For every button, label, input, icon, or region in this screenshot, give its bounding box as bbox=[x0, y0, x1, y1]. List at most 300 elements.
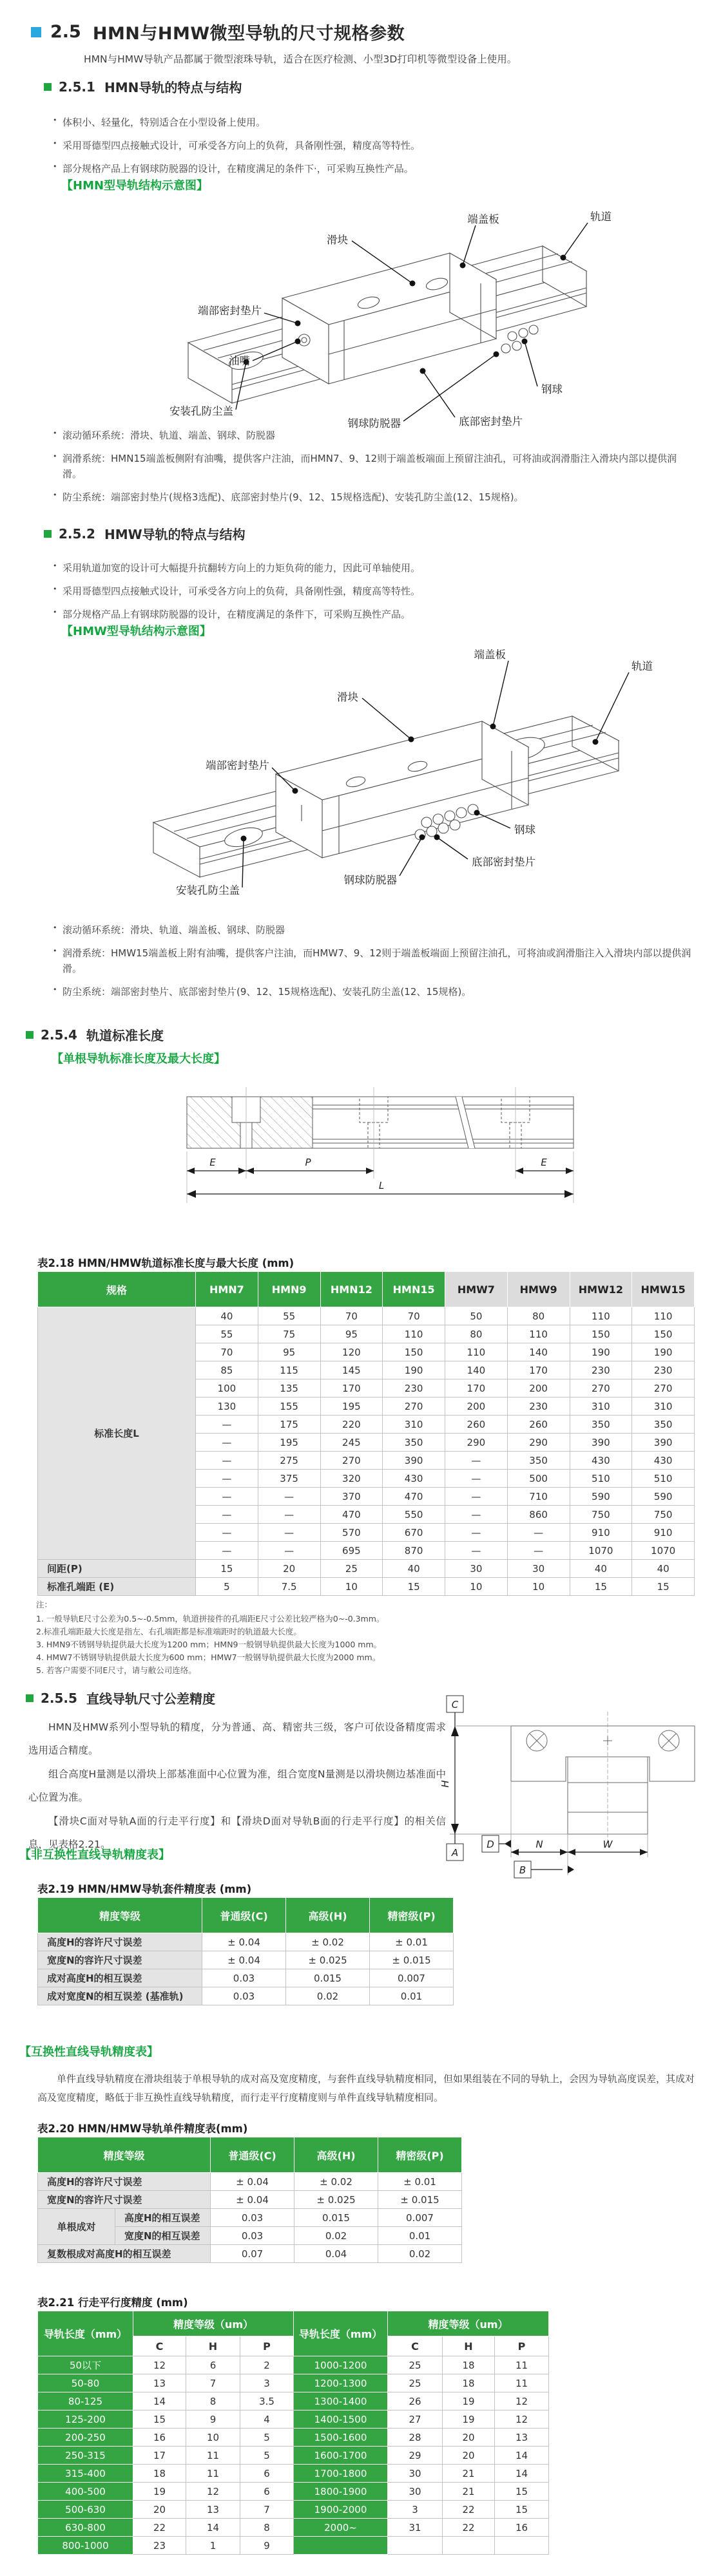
row-label: 800-1000 bbox=[38, 2537, 133, 2555]
table-cell: 55 bbox=[258, 1307, 320, 1325]
table-cell: 430 bbox=[632, 1452, 695, 1470]
interchange-paragraph: 单件直线导轨精度在滑块组装于单根导轨的成对高及宽度精度，与套件直线导轨精度相同，但如果组装在不同的导轨上，会因为导轨高度误差，其成对高及宽度精度，略低于非互换性直线导轨精度，而行走平行度精度则与单件直线导轨精度相同。 bbox=[37, 2073, 695, 2103]
table-cell: 350 bbox=[632, 1416, 695, 1434]
table-cell: 6 bbox=[186, 2356, 240, 2374]
table-cell: 8 bbox=[240, 2519, 294, 2537]
table-cell: 190 bbox=[570, 1343, 632, 1361]
diagram-label-end-seal: 端部密封垫片 bbox=[206, 759, 269, 772]
table-cell: 11 bbox=[186, 2447, 240, 2465]
row-label: 315-400 bbox=[38, 2465, 133, 2483]
table-cell: 245 bbox=[320, 1434, 383, 1452]
row-label: 1300-1400 bbox=[294, 2392, 388, 2410]
table-cell: 19 bbox=[133, 2483, 186, 2501]
col-header: 精密级(P) bbox=[370, 1898, 454, 1933]
col-header: 普通级(C) bbox=[211, 2137, 294, 2173]
green-square-icon bbox=[44, 83, 52, 91]
table-cell: 390 bbox=[570, 1434, 632, 1452]
rail-length-figure-title: 【单根导轨标准长度及最大长度】 bbox=[52, 1052, 226, 1066]
hmn-system-notes bbox=[52, 428, 696, 513]
table-cell: 13 bbox=[133, 2374, 186, 2392]
rail-length-drawing bbox=[168, 1074, 606, 1211]
row-label: 1900-2000 bbox=[294, 2501, 388, 2519]
col-header: H bbox=[186, 2336, 240, 2356]
row-label: 50以下 bbox=[38, 2356, 133, 2374]
green-square-icon bbox=[26, 1031, 34, 1039]
table-cell: 3 bbox=[240, 2374, 294, 2392]
table-cell: ± 0.015 bbox=[378, 2191, 462, 2209]
row-label bbox=[294, 2537, 388, 2555]
diagram-label-ball: 钢球 bbox=[514, 824, 535, 836]
table-cell: 23 bbox=[133, 2537, 186, 2555]
table-cell: 0.007 bbox=[378, 2209, 462, 2227]
table-cell: 30 bbox=[507, 1560, 570, 1578]
list-item: • 润滑系统：HMW15端盖板上附有油嘴，提供客户注油，而HMW7、9、12则于端盖板端面上预留注油孔，可将油或润滑脂注入入滑块内部以提供润滑。 bbox=[52, 945, 696, 976]
diagram-label-end-seal: 端部密封垫片 bbox=[198, 305, 262, 317]
dim-label-p: P bbox=[305, 1157, 311, 1168]
table-cell: 26 bbox=[388, 2392, 443, 2410]
table-cell: 17 bbox=[133, 2447, 186, 2465]
interchange-title: 【互换性直线导轨精度表】 bbox=[19, 2045, 159, 2059]
table-cell: 430 bbox=[383, 1470, 445, 1488]
table-cell: 25 bbox=[388, 2374, 443, 2392]
table-cell: — bbox=[445, 1470, 508, 1488]
table-cell: — bbox=[258, 1542, 320, 1560]
table-cell: 750 bbox=[570, 1506, 632, 1524]
dim-label-a: A bbox=[451, 1847, 459, 1859]
table-cell: 570 bbox=[320, 1524, 383, 1542]
list-item: • 部分规格产品上有钢球防脱器的设计，在精度满足的条件下，可采购互换性产品。 bbox=[52, 607, 689, 622]
col-header: 精度等级 bbox=[38, 2137, 211, 2173]
table-cell: 270 bbox=[570, 1379, 632, 1397]
table-cell: 0.015 bbox=[286, 1969, 370, 1987]
table-cell: — bbox=[445, 1524, 508, 1542]
section-title: HMW导轨的特点与结构 bbox=[104, 527, 246, 542]
table-cell: 870 bbox=[383, 1542, 445, 1560]
diagram-label-endcap: 端盖板 bbox=[467, 213, 499, 225]
col-header: 高级(H) bbox=[286, 1898, 370, 1933]
table-cell: 16 bbox=[495, 2519, 549, 2537]
table-cell: 22 bbox=[133, 2519, 186, 2537]
table-2-19-caption: 表2.19 HMN/HMW导轨套件精度表 (mm) bbox=[37, 1883, 252, 1895]
table-cell: 710 bbox=[507, 1488, 570, 1506]
dim-label-l: L bbox=[378, 1180, 385, 1191]
dim-label-c: C bbox=[451, 1699, 459, 1710]
table-cell: 260 bbox=[507, 1416, 570, 1434]
table-cell: 670 bbox=[383, 1524, 445, 1542]
table-cell: 3 bbox=[388, 2501, 443, 2519]
blue-square-icon bbox=[31, 27, 41, 37]
table-cell: — bbox=[196, 1434, 258, 1452]
row-label: 成对高度H的相互误差 bbox=[38, 1969, 202, 1987]
table-cell: 14 bbox=[495, 2447, 549, 2465]
table-cell: 14 bbox=[495, 2465, 549, 2483]
table-cell: 30 bbox=[388, 2465, 443, 2483]
table-cell: 230 bbox=[383, 1379, 445, 1397]
table-cell: 190 bbox=[632, 1343, 695, 1361]
table-cell: 110 bbox=[445, 1343, 508, 1361]
table-cell: 15 bbox=[495, 2483, 549, 2501]
table-cell: 15 bbox=[570, 1578, 632, 1596]
table-cell: 220 bbox=[320, 1416, 383, 1434]
col-header: HMW7 bbox=[445, 1272, 508, 1307]
table-cell: 18 bbox=[133, 2465, 186, 2483]
col-header: 规格 bbox=[38, 1272, 196, 1307]
table-cell: 7 bbox=[186, 2374, 240, 2392]
col-header: P bbox=[495, 2336, 549, 2356]
table-2-18 bbox=[37, 1271, 695, 1596]
table-cell: 290 bbox=[507, 1434, 570, 1452]
table-cell: 0.03 bbox=[202, 1969, 286, 1987]
table-cell: — bbox=[507, 1542, 570, 1560]
row-label: 1400-1500 bbox=[294, 2410, 388, 2429]
dim-label-w: W bbox=[602, 1839, 613, 1850]
hmn-figure-title: 【HMN型导轨结构示意图】 bbox=[61, 179, 209, 193]
table-cell: 370 bbox=[320, 1488, 383, 1506]
table-cell: 0.04 bbox=[294, 2245, 378, 2263]
table-cell: 260 bbox=[445, 1416, 508, 1434]
table-cell: 390 bbox=[383, 1452, 445, 1470]
row-label: 高度H的容许尺寸误差 bbox=[38, 2173, 211, 2191]
table-cell: 470 bbox=[320, 1506, 383, 1524]
section-2-5-heading bbox=[31, 19, 405, 44]
table-cell: 40 bbox=[632, 1560, 695, 1578]
table-cell: 200 bbox=[507, 1379, 570, 1397]
list-item: • 采用哥德型四点接触式设计，可承受各方向上的负荷，具备刚性强，精度高等特性。 bbox=[52, 138, 689, 153]
hmn-structure-diagram bbox=[135, 189, 677, 429]
table-cell: ± 0.02 bbox=[286, 1933, 370, 1951]
table-cell: 9 bbox=[186, 2410, 240, 2429]
table-cell: 175 bbox=[258, 1416, 320, 1434]
table-cell: 8 bbox=[186, 2392, 240, 2410]
table-cell: 0.02 bbox=[294, 2227, 378, 2245]
table-cell: 1070 bbox=[570, 1542, 632, 1560]
table-cell: 230 bbox=[507, 1397, 570, 1416]
table-cell: 22 bbox=[443, 2519, 495, 2537]
col-header: P bbox=[240, 2336, 294, 2356]
table-cell: 0.03 bbox=[211, 2209, 294, 2227]
col-header: 精度等级（um） bbox=[133, 2311, 294, 2336]
col-header: HMW15 bbox=[632, 1272, 695, 1307]
table-cell: 320 bbox=[320, 1470, 383, 1488]
table-cell: 31 bbox=[388, 2519, 443, 2537]
table-cell: 14 bbox=[186, 2519, 240, 2537]
table-cell: ± 0.025 bbox=[286, 1951, 370, 1969]
table-cell: 6 bbox=[240, 2465, 294, 2483]
row-label: 单根成对 bbox=[38, 2209, 115, 2245]
col-header: 普通级(C) bbox=[202, 1898, 286, 1933]
diagram-label-hole-cap: 安装孔防尘盖 bbox=[176, 884, 240, 896]
table-cell: 19 bbox=[443, 2410, 495, 2429]
table-cell: 115 bbox=[258, 1361, 320, 1379]
col-header: HMN7 bbox=[196, 1272, 258, 1307]
table-cell: 275 bbox=[258, 1452, 320, 1470]
table-cell: 110 bbox=[570, 1307, 632, 1325]
table-cell: 85 bbox=[196, 1361, 258, 1379]
table-cell: ± 0.025 bbox=[294, 2191, 378, 2209]
col-header: 导轨长度（mm） bbox=[38, 2311, 133, 2356]
table-cell bbox=[495, 2537, 549, 2555]
table-cell: 590 bbox=[570, 1488, 632, 1506]
table-cell: 290 bbox=[445, 1434, 508, 1452]
non-interchange-title: 【非互换性直线导轨精度表】 bbox=[19, 1848, 170, 1862]
diagram-label-rail: 轨道 bbox=[631, 660, 653, 672]
table-cell: 140 bbox=[507, 1343, 570, 1361]
dim-label-e1: E bbox=[209, 1157, 216, 1168]
col-header: HMN12 bbox=[320, 1272, 383, 1307]
table-cell: 150 bbox=[383, 1343, 445, 1361]
table-cell: — bbox=[196, 1542, 258, 1560]
table-cell: 695 bbox=[320, 1542, 383, 1560]
notes-list bbox=[36, 1613, 680, 1677]
table-cell: 170 bbox=[507, 1361, 570, 1379]
table-cell: 40 bbox=[196, 1307, 258, 1325]
table-cell: 12 bbox=[495, 2392, 549, 2410]
table-cell: 135 bbox=[258, 1379, 320, 1397]
table-cell: 910 bbox=[570, 1524, 632, 1542]
table-cell: 25 bbox=[388, 2356, 443, 2374]
table-2-20-caption: 表2.20 HMN/HMW导轨单件精度表(mm) bbox=[37, 2123, 248, 2135]
list-item: • 防尘系统：端部密封垫片、底部密封垫片(9、12、15规格选配)、安装孔防尘盖(12、15规格)。 bbox=[52, 984, 696, 999]
row-label: 1500-1600 bbox=[294, 2429, 388, 2447]
section-title: HMN导轨的特点与结构 bbox=[104, 80, 242, 95]
table-cell: 110 bbox=[632, 1307, 695, 1325]
table-2-20 bbox=[37, 2137, 462, 2263]
row-label: 宽度N的容许尺寸误差 bbox=[38, 1951, 202, 1969]
table-cell: 20 bbox=[443, 2447, 495, 2465]
table-cell: 2 bbox=[240, 2356, 294, 2374]
hmw-structure-diagram bbox=[129, 644, 696, 914]
section-title: 轨道标准长度 bbox=[86, 1028, 164, 1043]
row-label: 1700-1800 bbox=[294, 2465, 388, 2483]
table-cell: 14 bbox=[133, 2392, 186, 2410]
table-cell: 7 bbox=[240, 2501, 294, 2519]
table-cell: 500 bbox=[507, 1470, 570, 1488]
hmw-feature-list bbox=[52, 560, 689, 630]
table-cell: 750 bbox=[632, 1506, 695, 1524]
row-label: 50-80 bbox=[38, 2374, 133, 2392]
table-cell bbox=[388, 2537, 443, 2555]
table-cell: 230 bbox=[632, 1361, 695, 1379]
table-cell: 15 bbox=[632, 1578, 695, 1596]
table-cell: ± 0.04 bbox=[211, 2191, 294, 2209]
table-cell: 110 bbox=[383, 1325, 445, 1343]
table-cell: 12 bbox=[133, 2356, 186, 2374]
list-item: • 采用轨道加宽的设计可大幅提升抗翻转方向上的力矩负荷的能力，因此可单轴使用。 bbox=[52, 560, 689, 576]
table-cell: 16 bbox=[133, 2429, 186, 2447]
table-2-21-caption: 表2.21 行走平行度精度 (mm) bbox=[37, 2297, 188, 2309]
table-cell: 20 bbox=[258, 1560, 320, 1578]
table-cell: 11 bbox=[495, 2356, 549, 2374]
table-cell: 550 bbox=[383, 1506, 445, 1524]
table-cell: ± 0.04 bbox=[202, 1933, 286, 1951]
table-cell: — bbox=[196, 1470, 258, 1488]
table-2-21 bbox=[37, 2311, 549, 2555]
table-cell: 470 bbox=[383, 1488, 445, 1506]
col-header: HMW12 bbox=[570, 1272, 632, 1307]
table-cell: 155 bbox=[258, 1397, 320, 1416]
table-cell: — bbox=[196, 1488, 258, 1506]
row-label: 2000~ bbox=[294, 2519, 388, 2537]
table-2-18-notes bbox=[36, 1598, 680, 1677]
table-cell: 120 bbox=[320, 1343, 383, 1361]
table-cell: 20 bbox=[443, 2429, 495, 2447]
table-cell: 29 bbox=[388, 2447, 443, 2465]
table-cell: 390 bbox=[632, 1434, 695, 1452]
green-square-icon bbox=[26, 1694, 34, 1702]
table-cell: 12 bbox=[495, 2410, 549, 2429]
table-cell: 310 bbox=[570, 1397, 632, 1416]
table-cell: 430 bbox=[570, 1452, 632, 1470]
table-cell: 0.03 bbox=[202, 1987, 286, 2005]
table-cell: 6 bbox=[240, 2483, 294, 2501]
hmw-figure-title: 【HMW型导轨结构示意图】 bbox=[61, 625, 211, 638]
table-cell: 70 bbox=[320, 1307, 383, 1325]
row-label: 200-250 bbox=[38, 2429, 133, 2447]
row-label: 标准长度L bbox=[38, 1307, 196, 1560]
table-cell: 230 bbox=[570, 1361, 632, 1379]
table-cell: 30 bbox=[445, 1560, 508, 1578]
table-cell: — bbox=[196, 1452, 258, 1470]
table-cell: 10 bbox=[320, 1578, 383, 1596]
col-header: 高级(H) bbox=[294, 2137, 378, 2173]
table-cell: 75 bbox=[258, 1325, 320, 1343]
table-cell: 11 bbox=[495, 2374, 549, 2392]
table-cell: 270 bbox=[383, 1397, 445, 1416]
diagram-label-rail: 轨道 bbox=[590, 211, 612, 223]
section-number: 2.5.1 bbox=[59, 79, 95, 95]
table-cell: ± 0.01 bbox=[370, 1933, 454, 1951]
table-cell: — bbox=[445, 1452, 508, 1470]
list-item: • 防尘系统：端部密封垫片(规格3选配)、底部密封垫片(9、12、15规格选配)、安装孔防尘盖(12、15规格)。 bbox=[52, 489, 696, 505]
row-label: 高度H的相互误差 bbox=[115, 2209, 211, 2227]
table-cell: 13 bbox=[495, 2429, 549, 2447]
diagram-label-bottom-seal: 底部密封垫片 bbox=[472, 856, 535, 868]
table-cell: 30 bbox=[388, 2483, 443, 2501]
row-label: 500-630 bbox=[38, 2501, 133, 2519]
table-cell: 510 bbox=[570, 1470, 632, 1488]
table-cell: 350 bbox=[383, 1434, 445, 1452]
table-cell: 40 bbox=[570, 1560, 632, 1578]
table-cell: 0.03 bbox=[211, 2227, 294, 2245]
table-cell: 5 bbox=[196, 1578, 258, 1596]
table-cell: 510 bbox=[632, 1470, 695, 1488]
row-label: 高度H的容许尺寸误差 bbox=[38, 1933, 202, 1951]
table-cell: 0.01 bbox=[370, 1987, 454, 2005]
row-label: 1800-1900 bbox=[294, 2483, 388, 2501]
dim-label-e2: E bbox=[541, 1157, 547, 1168]
table-cell: 0.02 bbox=[286, 1987, 370, 2005]
table-cell: 15 bbox=[383, 1578, 445, 1596]
paragraph: 【滑块C面对导轨A面的行走平行度】和【滑块D面对导轨B面的行走平行度】的相关信息，见表格2.21。 bbox=[28, 1815, 446, 1851]
dim-label-d: D bbox=[487, 1839, 494, 1850]
table-cell: 80 bbox=[507, 1307, 570, 1325]
row-label: 标准孔端距 (E) bbox=[38, 1578, 196, 1596]
row-label: 125-200 bbox=[38, 2410, 133, 2429]
table-cell: 15 bbox=[133, 2410, 186, 2429]
list-item: • 采用哥德型四点接触式设计，可承受各方向上的负荷，具备刚性强，精度高等特性。 bbox=[52, 583, 689, 599]
diagram-label-endcap: 端盖板 bbox=[474, 649, 506, 661]
diagram-label-ball-retainer: 钢球防脱器 bbox=[347, 417, 401, 429]
accuracy-paragraphs bbox=[28, 1716, 446, 1857]
table-cell: 0.07 bbox=[211, 2245, 294, 2263]
table-cell: ± 0.015 bbox=[370, 1951, 454, 1969]
table-cell: — bbox=[196, 1524, 258, 1542]
table-cell: 3.5 bbox=[240, 2392, 294, 2410]
table-cell: 350 bbox=[507, 1452, 570, 1470]
table-cell: 12 bbox=[186, 2483, 240, 2501]
list-item: 1. 一般导轨E尺寸公差为0.5~-0.5mm，轨道拼接件的孔端距E尺寸公差比较严格为0~-0.3mm。 bbox=[36, 1614, 385, 1624]
table-cell: 100 bbox=[196, 1379, 258, 1397]
table-cell: 195 bbox=[320, 1397, 383, 1416]
row-label: 400-500 bbox=[38, 2483, 133, 2501]
table-cell: 13 bbox=[186, 2501, 240, 2519]
table-cell: 310 bbox=[632, 1397, 695, 1416]
table-cell: 0.01 bbox=[378, 2227, 462, 2245]
table-cell: ± 0.02 bbox=[294, 2173, 378, 2191]
diagram-label-ball: 钢球 bbox=[541, 383, 563, 395]
section-2-5-2-heading bbox=[44, 524, 246, 543]
section-number: 2.5 bbox=[50, 22, 81, 42]
col-header: HMN9 bbox=[258, 1272, 320, 1307]
col-header: C bbox=[133, 2336, 186, 2356]
paragraph: 组合高度H量测是以滑块上部基准面中心位置为准，组合宽度N量测是以滑块侧边基准面中心位置为准。 bbox=[28, 1768, 446, 1804]
table-cell: ± 0.04 bbox=[202, 1951, 286, 1969]
intro-paragraph: HMN与HMW导轨产品都属于微型滚珠导轨，适合在医疗检测、小型3D打印机等微型设备上使用。 bbox=[84, 53, 517, 65]
row-label: 1600-1700 bbox=[294, 2447, 388, 2465]
col-header: H bbox=[443, 2336, 495, 2356]
hmn-feature-list bbox=[52, 115, 689, 184]
table-cell: — bbox=[445, 1542, 508, 1560]
table-cell: 9 bbox=[240, 2537, 294, 2555]
table-cell: 350 bbox=[570, 1416, 632, 1434]
dim-label-n: N bbox=[535, 1839, 543, 1850]
table-cell: — bbox=[196, 1506, 258, 1524]
table-cell: 170 bbox=[445, 1379, 508, 1397]
paragraph: HMN及HMW系列小型导轨的精度，分为普通、高、精密共三级，客户可依设备精度需求选用适合精度。 bbox=[28, 1721, 446, 1757]
table-cell: — bbox=[258, 1488, 320, 1506]
table-cell: 28 bbox=[388, 2429, 443, 2447]
table-cell: 1 bbox=[186, 2537, 240, 2555]
table-cell: 18 bbox=[443, 2374, 495, 2392]
table-cell: 15 bbox=[495, 2501, 549, 2519]
table-cell: — bbox=[445, 1488, 508, 1506]
table-cell: 270 bbox=[632, 1379, 695, 1397]
table-cell: 4 bbox=[240, 2410, 294, 2429]
table-cell: 95 bbox=[258, 1343, 320, 1361]
list-item: • 润滑系统：HMN15端盖板侧附有油嘴，提供客户注油，而HMN7、9、12则于端盖板端面上预留注油孔，可将油或润滑脂注入滑块内部以提供润滑。 bbox=[52, 451, 696, 482]
table-cell: 10 bbox=[445, 1578, 508, 1596]
section-number: 2.5.4 bbox=[41, 1027, 77, 1043]
dim-label-b: B bbox=[519, 1864, 526, 1876]
diagram-label-bottom-seal: 底部密封垫片 bbox=[459, 415, 523, 428]
col-header: 精度等级 bbox=[38, 1898, 202, 1933]
col-header: HMN15 bbox=[383, 1272, 445, 1307]
row-label: 1000-1200 bbox=[294, 2356, 388, 2374]
table-cell: ± 0.04 bbox=[211, 2173, 294, 2191]
section-title: HMN与HMW微型导轨的尺寸规格参数 bbox=[92, 24, 405, 44]
table-cell: 95 bbox=[320, 1325, 383, 1343]
table-cell: 21 bbox=[443, 2465, 495, 2483]
section-number: 2.5.5 bbox=[41, 1690, 77, 1706]
table-cell bbox=[443, 2537, 495, 2555]
list-item: 3. HMN9不锈钢导轨提供最大长度为1200 mm；HMN9一般钢导轨提供最大长度为1000 mm。 bbox=[36, 1640, 382, 1649]
section-title: 直线导轨尺寸公差精度 bbox=[86, 1691, 215, 1707]
table-cell: 130 bbox=[196, 1397, 258, 1416]
col-header: C bbox=[388, 2336, 443, 2356]
table-cell: 10 bbox=[186, 2429, 240, 2447]
list-item: • 滚动循环系统：滑块、轨道、端盖、钢球、防脱器 bbox=[52, 428, 696, 443]
row-label: 复数根成对高度H的相互误差 bbox=[38, 2245, 211, 2263]
